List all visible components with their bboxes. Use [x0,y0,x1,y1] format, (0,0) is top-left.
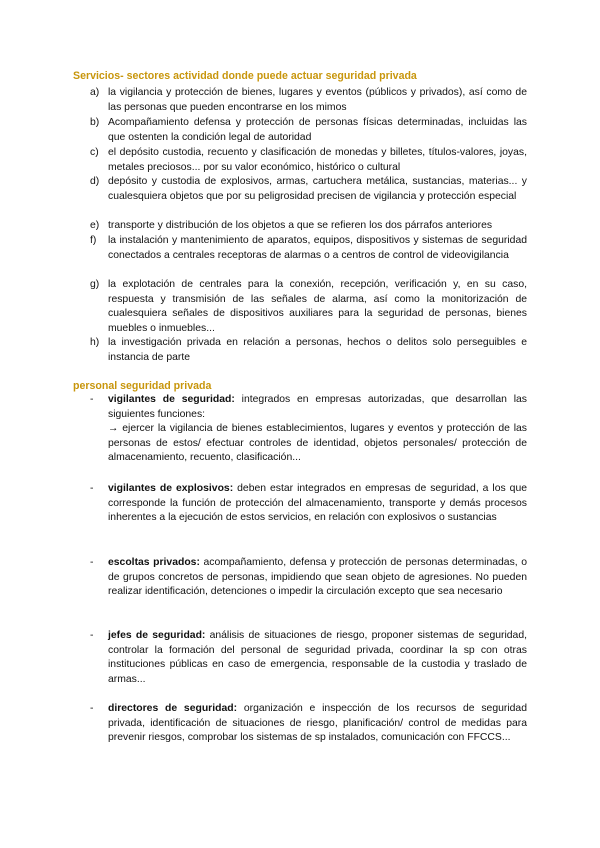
list-item-text: análisis de situaciones de riesgo, proponer sistemas de seguridad, controlar la formación del personal de seguridad privada, coordinar la sp con otras instituciones públicas en caso de emergencia, responsable de la custodia y traslado de armas... [108,630,527,685]
list-item [90,116,527,145]
list-item-text: Acompañamiento defensa y protección de personas físicas determinadas, incluidas las que ostenten la condición legal de autoridad [108,117,527,143]
list-dash: - [90,394,94,405]
list-item [90,702,527,746]
list-item [90,393,527,466]
list-item-text: el depósito custodia, recuento y clasificación de monedas y billetes, títulos-valores, joyas, metales preciosos... por su valor económico, histórico o cultural [108,147,527,173]
list-dash: - [90,557,94,568]
list-item-text: la investigación privada en relación a personas, hechos o delitos solo perseguibles e instancia de parte [108,337,527,363]
list-item [90,86,527,115]
list-item [90,234,527,263]
list-marker: a) [90,87,100,98]
list-item [90,146,527,175]
list-item-text: acompañamiento, defensa y protección de personas determinadas, o de grupos concretos de personas, impidiendo que sean objeto de agresiones. No pueden realizar identificación, detenciones o impedir la circulación excepto que sea necesario [108,557,527,598]
list-item-term: escoltas privados: [108,557,200,568]
list-item-text: depósito y custodia de explosivos, armas, cartuchera metálica, sustancias, materias... y cualesquiera objetos que por su peligrosidad precisen de vigilancia y protección especial [108,176,527,202]
list-item [90,175,527,204]
list-item-term: jefes de seguridad: [108,630,206,641]
list-item [90,556,527,600]
list-item [90,336,527,365]
list-marker: b) [90,117,100,128]
list-dash: - [90,630,94,641]
list-item-term: vigilantes de explosivos: [108,483,234,494]
list-item-term: vigilantes de seguridad: [108,394,235,405]
list-marker: g) [90,279,100,290]
list-dash: - [90,703,94,714]
list-marker: d) [90,176,100,187]
servicios-heading: Servicios- sectores actividad donde puede actuar seguridad privada [73,70,417,82]
list-item [90,278,527,336]
personal-heading: personal seguridad privada [73,380,212,392]
list-marker: h) [90,337,100,348]
list-item-text: la vigilancia y protección de bienes, lugares y eventos (públicos y privados), así como de las personas que pueden encontrarse en los mimos [108,87,527,113]
list-item [90,482,527,526]
list-item [90,629,527,687]
list-marker: e) [90,220,100,231]
list-item-subtext: → ejercer la vigilancia de bienes establecimientos, lugares y eventos y protección de las personas de estos/ efectuar controles de identidad, objetos personales/ protección de almacenamiento, recuento, clasificación... [108,423,527,464]
list-dash: - [90,483,94,494]
list-item-text: organización e inspección de los recursos de seguridad privada, identificación de situaciones de riesgo, planificación/ control de medidas para prevenir riesgos, comprobar los sistemas de sp instalados, comunicación con FFCCS... [108,703,527,744]
list-item-text: transporte y distribución de los objetos a que se refieren los dos párrafos anteriores [108,220,493,231]
list-marker: c) [90,147,99,158]
list-item-text: la explotación de centrales para la conexión, recepción, verificación y, en su caso, respuesta y transmisión de las señales de alarma, así como la monitorización de cualesquiera señales de dispositivos auxiliares para la seguridad de personas, bienes muebles o inmuebles... [108,279,527,334]
list-item-term: directores de seguridad: [108,703,238,714]
list-item-text: integrados en empresas autorizadas, que desarrollan las siguientes funciones: [108,394,527,420]
list-item-text: la instalación y mantenimiento de aparatos, equipos, dispositivos y sistemas de seguridad conectados a centrales receptoras de alarmas o a centros de control de videovigilancia [108,235,527,261]
list-item [90,219,527,234]
list-item-text: deben estar integrados en empresas de seguridad, a los que corresponde la función de protección del almacenamiento, transporte y demás procesos inherentes a la ejecución de estos servicios, en relación con explosivos o sustancias [108,483,528,524]
list-marker: f) [90,235,97,246]
